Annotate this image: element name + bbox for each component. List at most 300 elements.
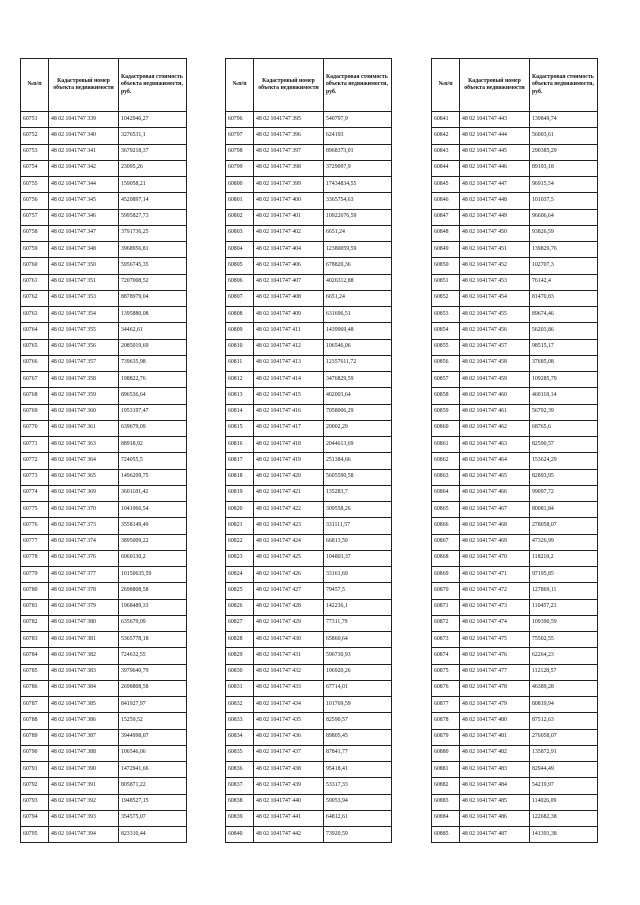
row-number: 60808 [226,307,254,323]
table-row [21,550,187,566]
table-row [226,372,392,388]
table-row [21,485,187,501]
cadastral-number: 48 02 1041747 404 [254,242,324,258]
table-row [226,729,392,745]
cadastral-value: 12357611,72 [324,355,392,371]
row-number: 60847 [432,209,460,225]
table-row [432,193,598,209]
cadastral-value: 841927,97 [119,697,187,713]
cadastral-value: 15259,52 [119,713,187,729]
cadastral-value: 631696,51 [324,307,392,323]
table-row [21,209,187,225]
cadastral-number: 48 02 1041747 476 [460,648,530,664]
cadastral-number: 48 02 1041747 469 [460,534,530,550]
cadastral-value: 309558,26 [324,502,392,518]
table-row [432,518,598,534]
row-number: 60787 [21,697,49,713]
cadastral-number: 48 02 1041747 473 [460,599,530,615]
table-row [21,664,187,680]
row-number: 60830 [226,664,254,680]
table-row [21,680,187,696]
row-number: 60782 [21,615,49,631]
cadastral-number: 48 02 1041747 477 [460,664,530,680]
table-row [21,648,187,664]
cadastral-number: 48 02 1041747 481 [460,729,530,745]
cadastral-value: 82590,57 [324,713,392,729]
row-number: 60839 [226,810,254,826]
row-number: 60755 [21,177,49,193]
header-cadnum: Кадастровый номер объекта недвижимости [460,59,530,112]
table-row [226,112,392,128]
row-number: 60846 [432,193,460,209]
cadastral-number: 48 02 1041747 382 [49,648,119,664]
table-row [432,437,598,453]
row-number: 60836 [226,762,254,778]
cadastral-value: 290385,29 [530,144,598,160]
cadastral-number: 48 02 1041747 461 [460,404,530,420]
cadastral-number: 48 02 1041747 380 [49,615,119,631]
cadastral-number: 48 02 1041747 424 [254,534,324,550]
cadastral-value: 1948527,15 [119,794,187,810]
cadastral-value: 2044613,69 [324,437,392,453]
cadastral-number: 48 02 1041747 413 [254,355,324,371]
cadastral-value: 159058,21 [119,177,187,193]
table-row [226,128,392,144]
row-number: 60870 [432,583,460,599]
row-number: 60800 [226,177,254,193]
header-cadnum: Кадастровый номер объекта недвижимости [49,59,119,112]
cadastral-number: 48 02 1041747 417 [254,420,324,436]
row-number: 60833 [226,713,254,729]
cadastral-value: 98515,17 [530,339,598,355]
header-cadnum: Кадастровый номер объекта недвижимости [254,59,324,112]
row-number: 60814 [226,404,254,420]
row-number: 60818 [226,469,254,485]
cadastral-value: 76142,4 [530,274,598,290]
table-row [432,209,598,225]
cadastral-value: 118218,2 [530,550,598,566]
cadastral-number: 48 02 1041747 411 [254,323,324,339]
cadastral-value: 80819,94 [530,697,598,713]
cadastral-number: 48 02 1041747 355 [49,323,119,339]
table-row [432,697,598,713]
table-row [226,290,392,306]
row-number: 60778 [21,550,49,566]
table-row [226,567,392,583]
cadastral-value: 1041966,54 [119,502,187,518]
table-row [21,810,187,826]
cadastral-number: 48 02 1041747 350 [49,258,119,274]
row-number: 60754 [21,160,49,176]
cadastral-number: 48 02 1041747 359 [49,388,119,404]
cadastral-value: 678820,36 [324,258,392,274]
row-number: 60869 [432,567,460,583]
cadastral-number: 48 02 1041747 470 [460,550,530,566]
cadastral-number: 48 02 1041747 458 [460,355,530,371]
cadastral-value: 3365754,63 [324,193,392,209]
cadastral-number: 48 02 1041747 414 [254,372,324,388]
table-row [432,567,598,583]
table-row [21,128,187,144]
cadastral-value: 1496209,75 [119,469,187,485]
row-number: 60883 [432,794,460,810]
row-number: 60816 [226,437,254,453]
cadastral-number: 48 02 1041747 395 [254,112,324,128]
table-row [21,502,187,518]
cadastral-value: 6060130,2 [119,550,187,566]
cadastral-value: 141393,38 [530,827,598,843]
row-number: 60807 [226,290,254,306]
table-row [21,323,187,339]
cadastral-value: 6651,24 [324,225,392,241]
cadastral-value: 1968489,33 [119,599,187,615]
table-row [226,469,392,485]
row-number: 60857 [432,372,460,388]
cadastral-number: 48 02 1041747 353 [49,290,119,306]
row-number: 60827 [226,615,254,631]
table-row [432,177,598,193]
cadastral-value: 87512,63 [530,713,598,729]
cadastral-value: 278058,07 [530,518,598,534]
row-number: 60767 [21,372,49,388]
cadastral-value: 97195,85 [530,567,598,583]
row-number: 60790 [21,745,49,761]
cadastral-value: 139849,74 [530,112,598,128]
cadastre-table-3 [431,58,598,843]
cadastral-value: 3601181,42 [119,485,187,501]
table-row [226,518,392,534]
cadastral-number: 48 02 1041747 472 [460,583,530,599]
cadastral-value: 7058006,29 [324,404,392,420]
cadastral-number: 48 02 1041747 456 [460,323,530,339]
table-row [432,242,598,258]
cadastral-number: 48 02 1041747 443 [460,112,530,128]
cadastral-value: 251384,66 [324,453,392,469]
row-number: 60803 [226,225,254,241]
row-number: 60794 [21,810,49,826]
table-row [21,144,187,160]
cadastral-number: 48 02 1041747 348 [49,242,119,258]
cadastral-number: 48 02 1041747 433 [254,680,324,696]
cadastral-number: 48 02 1041747 438 [254,762,324,778]
row-number: 60813 [226,388,254,404]
table-row [432,128,598,144]
row-number: 60871 [432,599,460,615]
row-number: 60865 [432,502,460,518]
row-number: 60819 [226,485,254,501]
table-row [432,225,598,241]
cadastral-number: 48 02 1041747 432 [254,664,324,680]
table-row [432,502,598,518]
table-row [21,794,187,810]
cadastral-number: 48 02 1041747 360 [49,404,119,420]
cadastral-number: 48 02 1041747 351 [49,274,119,290]
cadastral-value: 53317,33 [324,778,392,794]
cadastral-value: 37685,08 [530,355,598,371]
cadastral-number: 48 02 1041747 415 [254,388,324,404]
cadastral-value: 102707,3 [530,258,598,274]
cadastral-value: 89805,45 [324,729,392,745]
row-number: 60880 [432,745,460,761]
cadastral-number: 48 02 1041747 357 [49,355,119,371]
table-row [21,632,187,648]
cadastral-number: 48 02 1041747 439 [254,778,324,794]
row-number: 60783 [21,632,49,648]
header-num: №п/п [226,59,254,112]
table-row [226,420,392,436]
cadastral-value: 106920,26 [324,664,392,680]
table-row [226,632,392,648]
row-number: 60840 [226,827,254,843]
cadastral-number: 48 02 1041747 440 [254,794,324,810]
row-number: 60845 [432,177,460,193]
row-number: 60751 [21,112,49,128]
cadastral-value: 3679218,37 [119,144,187,160]
row-number: 60765 [21,339,49,355]
cadastral-number: 48 02 1041747 447 [460,177,530,193]
cadastre-table-2 [225,58,392,843]
cadastral-number: 48 02 1041747 435 [254,713,324,729]
row-number: 60775 [21,502,49,518]
cadastral-number: 48 02 1041747 450 [460,225,530,241]
cadastral-value: 3968956,81 [119,242,187,258]
table-row [21,827,187,843]
cadastral-number: 48 02 1041747 471 [460,567,530,583]
row-number: 60884 [432,810,460,826]
cadastral-number: 48 02 1041747 384 [49,680,119,696]
row-number: 60762 [21,290,49,306]
cadastral-value: 3476829,59 [324,372,392,388]
cadastral-number: 48 02 1041747 423 [254,518,324,534]
row-number: 60854 [432,323,460,339]
table-row [226,762,392,778]
row-number: 60810 [226,339,254,355]
cadastral-number: 48 02 1041747 455 [460,307,530,323]
table-row [21,420,187,436]
cadastral-number: 48 02 1041747 383 [49,664,119,680]
cadastral-value: 3276531,1 [119,128,187,144]
cadastral-value: 1042946,27 [119,112,187,128]
row-number: 60759 [21,242,49,258]
cadastral-number: 48 02 1041747 463 [460,437,530,453]
table-row [21,518,187,534]
cadastral-number: 48 02 1041747 345 [49,193,119,209]
cadastral-number: 48 02 1041747 418 [254,437,324,453]
table-row [21,697,187,713]
table-row [21,778,187,794]
row-number: 60789 [21,729,49,745]
table-row [432,160,598,176]
cadastral-number: 48 02 1041747 412 [254,339,324,355]
table-row [21,355,187,371]
table-row [226,534,392,550]
table-row [432,469,598,485]
cadastral-value: 139829,76 [530,242,598,258]
table-row [226,274,392,290]
table-row [432,258,598,274]
cadastral-value: 56003,61 [530,128,598,144]
table-row [21,583,187,599]
cadastral-value: 354575,07 [119,810,187,826]
row-number: 60856 [432,355,460,371]
cadastral-value: 104803,37 [324,550,392,566]
row-number: 60777 [21,534,49,550]
cadastral-number: 48 02 1041747 442 [254,827,324,843]
row-number: 60885 [432,827,460,843]
row-number: 60823 [226,550,254,566]
row-number: 60760 [21,258,49,274]
cadastral-value: 135872,91 [530,745,598,761]
row-number: 60858 [432,388,460,404]
cadastral-number: 48 02 1041747 464 [460,453,530,469]
row-number: 60772 [21,453,49,469]
row-number: 60780 [21,583,49,599]
cadastral-value: 635679,09 [119,615,187,631]
row-number: 60804 [226,242,254,258]
table-row [432,583,598,599]
table-row [432,550,598,566]
cadastral-value: 1953197,47 [119,404,187,420]
row-number: 60773 [21,469,49,485]
cadastral-value: 2698808,58 [119,583,187,599]
row-number: 60821 [226,518,254,534]
cadastral-number: 48 02 1041747 344 [49,177,119,193]
cadastral-number: 48 02 1041747 369 [49,485,119,501]
cadastral-number: 48 02 1041747 479 [460,697,530,713]
cadastral-number: 48 02 1041747 356 [49,339,119,355]
cadastral-value: 3558149,49 [119,518,187,534]
cadastral-number: 48 02 1041747 385 [49,697,119,713]
row-number: 60788 [21,713,49,729]
row-number: 60849 [432,242,460,258]
cadastral-number: 48 02 1041747 437 [254,745,324,761]
row-number: 60792 [21,778,49,794]
cadastral-value: 724632,55 [119,648,187,664]
row-number: 60811 [226,355,254,371]
table-row [21,177,187,193]
row-number: 60850 [432,258,460,274]
cadastral-value: 89674,46 [530,307,598,323]
table-row [21,469,187,485]
table-row [226,648,392,664]
row-number: 60866 [432,518,460,534]
cadastral-number: 48 02 1041747 421 [254,485,324,501]
row-number: 60862 [432,453,460,469]
table-row [21,404,187,420]
cadastral-number: 48 02 1041747 346 [49,209,119,225]
cadastral-number: 48 02 1041747 422 [254,502,324,518]
row-number: 60842 [432,128,460,144]
row-number: 60806 [226,274,254,290]
cadastral-value: 56792,39 [530,404,598,420]
cadastral-number: 48 02 1041747 454 [460,290,530,306]
cadastral-number: 48 02 1041747 347 [49,225,119,241]
table-row [432,453,598,469]
row-number: 60837 [226,778,254,794]
row-number: 60861 [432,437,460,453]
cadastral-value: 64812,61 [324,810,392,826]
cadastral-number: 48 02 1041747 391 [49,778,119,794]
cadastral-number: 48 02 1041747 441 [254,810,324,826]
row-number: 60881 [432,762,460,778]
row-number: 60757 [21,209,49,225]
cadastral-number: 48 02 1041747 408 [254,290,324,306]
table-row [226,404,392,420]
cadastral-number: 48 02 1041747 485 [460,794,530,810]
row-number: 60863 [432,469,460,485]
cadastral-value: 62264,23 [530,648,598,664]
cadastral-number: 48 02 1041747 397 [254,144,324,160]
cadastral-value: 99097,72 [530,485,598,501]
row-number: 60752 [21,128,49,144]
table-row [21,372,187,388]
row-number: 60793 [21,794,49,810]
cadastral-value: 1395880,08 [119,307,187,323]
table-row [21,307,187,323]
table-row [226,177,392,193]
cadastral-number: 48 02 1041747 342 [49,160,119,176]
cadastral-value: 96915,54 [530,177,598,193]
cadastral-value: 80081,84 [530,502,598,518]
row-number: 60766 [21,355,49,371]
table-row [432,680,598,696]
table-row [226,680,392,696]
row-number: 60831 [226,680,254,696]
table-row [226,827,392,843]
table-row [226,664,392,680]
cadastral-value: 66813,59 [324,534,392,550]
cadastral-value: 65860,64 [324,632,392,648]
table-row [432,144,598,160]
cadastral-value: 2698808,58 [119,680,187,696]
cadastral-value: 596730,93 [324,648,392,664]
cadastral-number: 48 02 1041747 462 [460,420,530,436]
row-number: 60801 [226,193,254,209]
table-row [226,242,392,258]
table-row [21,762,187,778]
table-row [21,599,187,615]
row-number: 60779 [21,567,49,583]
cadastral-number: 48 02 1041747 427 [254,583,324,599]
row-number: 60768 [21,388,49,404]
table-row [226,258,392,274]
cadastral-value: 82893,95 [530,469,598,485]
row-number: 60832 [226,697,254,713]
row-number: 60826 [226,599,254,615]
cadastral-number: 48 02 1041747 354 [49,307,119,323]
row-number: 60756 [21,193,49,209]
table-row [226,810,392,826]
table-row [226,144,392,160]
cadastral-number: 48 02 1041747 480 [460,713,530,729]
row-number: 60770 [21,420,49,436]
table-row [226,307,392,323]
row-number: 60761 [21,274,49,290]
table-row [226,778,392,794]
row-number: 60771 [21,437,49,453]
cadastral-number: 48 02 1041747 373 [49,518,119,534]
row-number: 60860 [432,420,460,436]
row-number: 60817 [226,453,254,469]
table-row [432,388,598,404]
cadastral-value: 95418,41 [324,762,392,778]
cadastral-value: 59053,94 [324,794,392,810]
cadastral-value: 823310,44 [119,827,187,843]
table-row [21,242,187,258]
cadastral-value: 3979640,79 [119,664,187,680]
table-row [226,794,392,810]
cadastral-value: 89193,18 [530,160,598,176]
